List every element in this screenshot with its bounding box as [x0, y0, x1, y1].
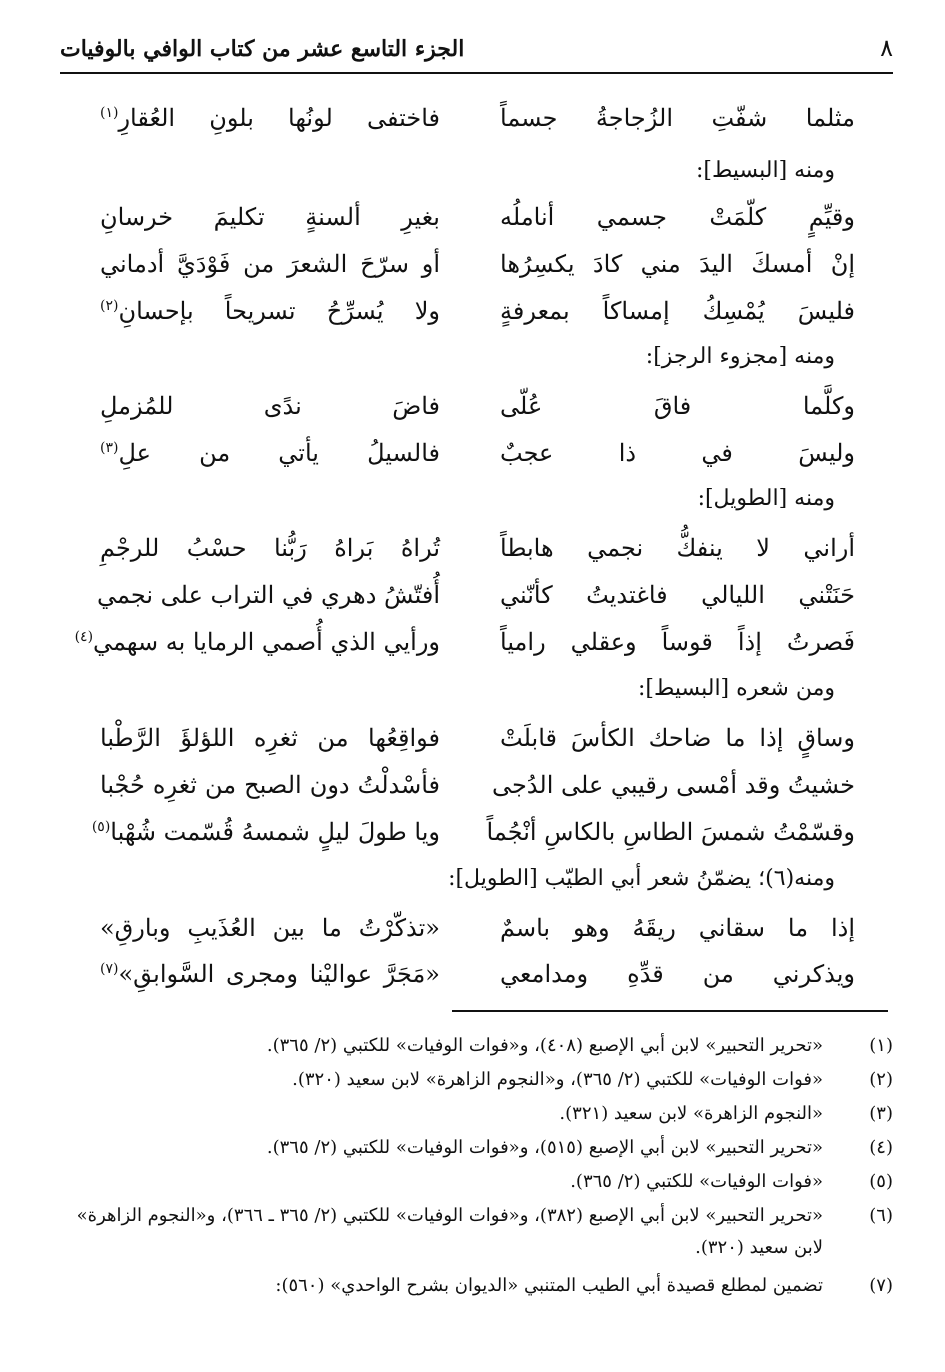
meter-heading: ومن شعره [البسيط]:	[637, 676, 835, 701]
verse-first-hemistich: مثلما شفّتِ الزُجاجةُ جسماً	[500, 104, 855, 132]
verse-first-hemistich: حَنَتْني الليالي فاغتديتُ كأنّني	[500, 581, 855, 609]
verse-first-hemistich: وقيِّمٍ كلّمَتْ جسمي أناملُه	[500, 203, 855, 231]
footnote-number: (٦)	[869, 1205, 893, 1226]
page-number: ٨	[880, 34, 893, 62]
verse-line	[100, 392, 855, 436]
verse-second-hemistich	[91, 818, 440, 846]
verse-line	[100, 914, 855, 958]
verse-line	[96, 581, 855, 625]
footnote-ref: (٤)	[74, 629, 94, 645]
footnote-text: «فوات الوفيات» للكتبي (٢/ ٣٦٥).	[570, 1171, 823, 1192]
meter-heading: ومنه [البسيط]:	[695, 158, 835, 183]
hemistich-text: فاضَ ندًى للمُزملِ	[100, 392, 440, 420]
footnote-ref: (٢)	[100, 298, 119, 314]
hemistich-text: «مَجَرَّ عواليْنا ومجرى السَّوابقِ»	[118, 960, 440, 988]
verse-line	[100, 250, 855, 294]
verse-line	[74, 628, 855, 672]
page-header	[60, 32, 893, 74]
footnote-ref: (٣)	[100, 440, 119, 456]
footnote-text: «فوات الوفيات» للكتبي (٢/ ٣٦٥)، و«النجوم الزاهرة» لابن سعيد (٣٢٠).	[292, 1069, 823, 1090]
footnote-number: (٢)	[869, 1069, 893, 1090]
verse-first-hemistich: وليسَ في ذا عجبٌ	[500, 439, 855, 467]
verse-first-hemistich: خشيتُ وقد أمْسى رقيبي على الدُجى	[491, 771, 855, 799]
footnote-text: «تحرير التحبير» لابن أبي الإصبع (٤٠٨)، و«فوات الوفيات» للكتبي (٢/ ٣٦٥).	[266, 1035, 823, 1056]
verse-first-hemistich: فَصرتُ إذاً قوساً وعقلي رامياً	[500, 628, 855, 656]
footnote-text: «النجوم الزاهرة» لابن سعيد (٣٢١).	[559, 1103, 823, 1124]
verse-first-hemistich: وساقٍ إذا ما ضاحك الكأسَ قابلَتْ	[500, 724, 855, 752]
meter-heading: ومنه [مجزوء الرجز]:	[645, 344, 835, 369]
hemistich-text: ورأيي الذي أُصمي الرمايا به سهمي	[93, 628, 440, 656]
verse-line	[100, 724, 855, 768]
verse-second-hemistich	[100, 724, 440, 752]
verse-second-hemistich	[100, 439, 440, 467]
verse-line	[100, 960, 855, 1004]
verse-second-hemistich	[100, 203, 440, 231]
verse-line	[100, 534, 855, 578]
verse-first-hemistich: إنْ أمسكَ اليدَ مني كادَ يكسِرُها	[500, 250, 855, 278]
footnote-text: «تحرير التحبير» لابن أبي الإصبع (٥١٥)، و«فوات الوفيات» للكتبي (٢/ ٣٦٥).	[266, 1137, 823, 1158]
footnote-ref: (٥)	[91, 819, 111, 835]
verse-second-hemistich	[100, 771, 440, 799]
footnote-number: (٣)	[869, 1103, 893, 1124]
meter-heading: ومنه(٦)؛ يضمّنُ شعر أبي الطيّب [الطويل]:	[448, 866, 835, 891]
verse-second-hemistich	[74, 628, 440, 656]
verse-line	[100, 104, 855, 148]
verse-second-hemistich	[100, 104, 440, 132]
footnote-number: (٧)	[869, 1275, 893, 1296]
footnote-text: «تحرير التحبير» لابن أبي الإصبع (٣٨٢)، و«فوات الوفيات» للكتبي (٢/ ٣٦٥ ـ ٣٦٦)، و«النجوم الزاهرة» لابن سعيد (٣٢٠).	[76, 1205, 823, 1258]
hemistich-text: فالسيلُ يأتي من علِ	[118, 439, 440, 467]
running-title: الجزء التاسع عشر من كتاب الوافي بالوفيات	[60, 36, 465, 62]
hemistich-text: أُفتّشُ دهري في التراب على نجمي	[96, 581, 440, 609]
hemistich-text: فأسْدلْتُ دون الصبح من ثغرِه حُجْبا	[100, 771, 440, 799]
hemistich-text: ويا طولَ ليلٍ شمسهُ قُسّمت شُهْبا	[110, 818, 440, 846]
footnote-separator	[452, 1010, 888, 1012]
verse-first-hemistich: وقسّمْتُ شمسَ الطاسِ بالكاسِ أنْجُماً	[486, 818, 855, 846]
hemistich-text: بغيرِ ألسنةٍ تكليمَ خرسانِ	[100, 203, 440, 231]
verse-second-hemistich	[100, 297, 440, 325]
verse-line	[100, 771, 855, 815]
hemistich-text: «تذكّرْتُ ما بين العُذَيبِ وبارقِ»	[100, 914, 440, 942]
verse-first-hemistich: وكلَّما فاقَ عُلّى	[500, 392, 855, 420]
footnote	[60, 1200, 893, 1264]
footnote	[60, 1098, 893, 1130]
verse-line	[100, 297, 855, 341]
verse-first-hemistich: أراني لا ينفكُّ نجمي هابطاً	[500, 534, 855, 562]
footnote-text: تضمين لمطلع قصيدة أبي الطيب المتنبي «الديوان بشرح الواحدي» (٥٦٠):	[275, 1275, 823, 1296]
footnote	[60, 1166, 893, 1198]
footnote-number: (٤)	[869, 1137, 893, 1158]
verse-second-hemistich	[96, 581, 440, 609]
verse-second-hemistich	[100, 392, 440, 420]
hemistich-text: ولا يُسرِّحُ تسريحاً بإحسانِ	[118, 297, 440, 325]
verse-second-hemistich	[100, 960, 440, 988]
hemistich-text: فاختفى لونُها بلونِ العُقارِ	[118, 104, 440, 132]
verse-second-hemistich	[100, 534, 440, 562]
verse-second-hemistich	[100, 250, 440, 278]
verse-second-hemistich	[100, 914, 440, 942]
hemistich-text: فواقِعُها من ثغرِه اللؤلؤَ الرَّطْبا	[100, 724, 440, 752]
footnote	[60, 1030, 893, 1062]
verse-first-hemistich: ويذكرني من قدِّهِ ومدامعي	[500, 960, 855, 988]
hemistich-text: تُراهُ بَراهُ رَبُّنا حسْبُ للرجْمِ	[100, 534, 440, 562]
hemistich-text: أو سرّحَ الشعرَ من فَوْدَيَّ أدماني	[100, 250, 440, 278]
footnote	[60, 1064, 893, 1096]
footnote-ref: (٧)	[100, 961, 119, 977]
verse-first-hemistich: فليسَ يُمْسِكُ إمساكاً بمعرفةٍ	[500, 297, 855, 325]
meter-heading: ومنه [الطويل]:	[697, 486, 835, 511]
footnote	[60, 1132, 893, 1164]
verse-line	[100, 439, 855, 483]
verse-line	[91, 818, 855, 862]
footnote-number: (١)	[869, 1035, 893, 1056]
verse-first-hemistich: إذا ما سقاني ريقَهُ وهو باسمٌ	[500, 914, 855, 942]
footnote-ref: (١)	[100, 105, 119, 121]
footnote	[60, 1270, 893, 1302]
footnote-number: (٥)	[869, 1171, 893, 1192]
verse-line	[100, 203, 855, 247]
